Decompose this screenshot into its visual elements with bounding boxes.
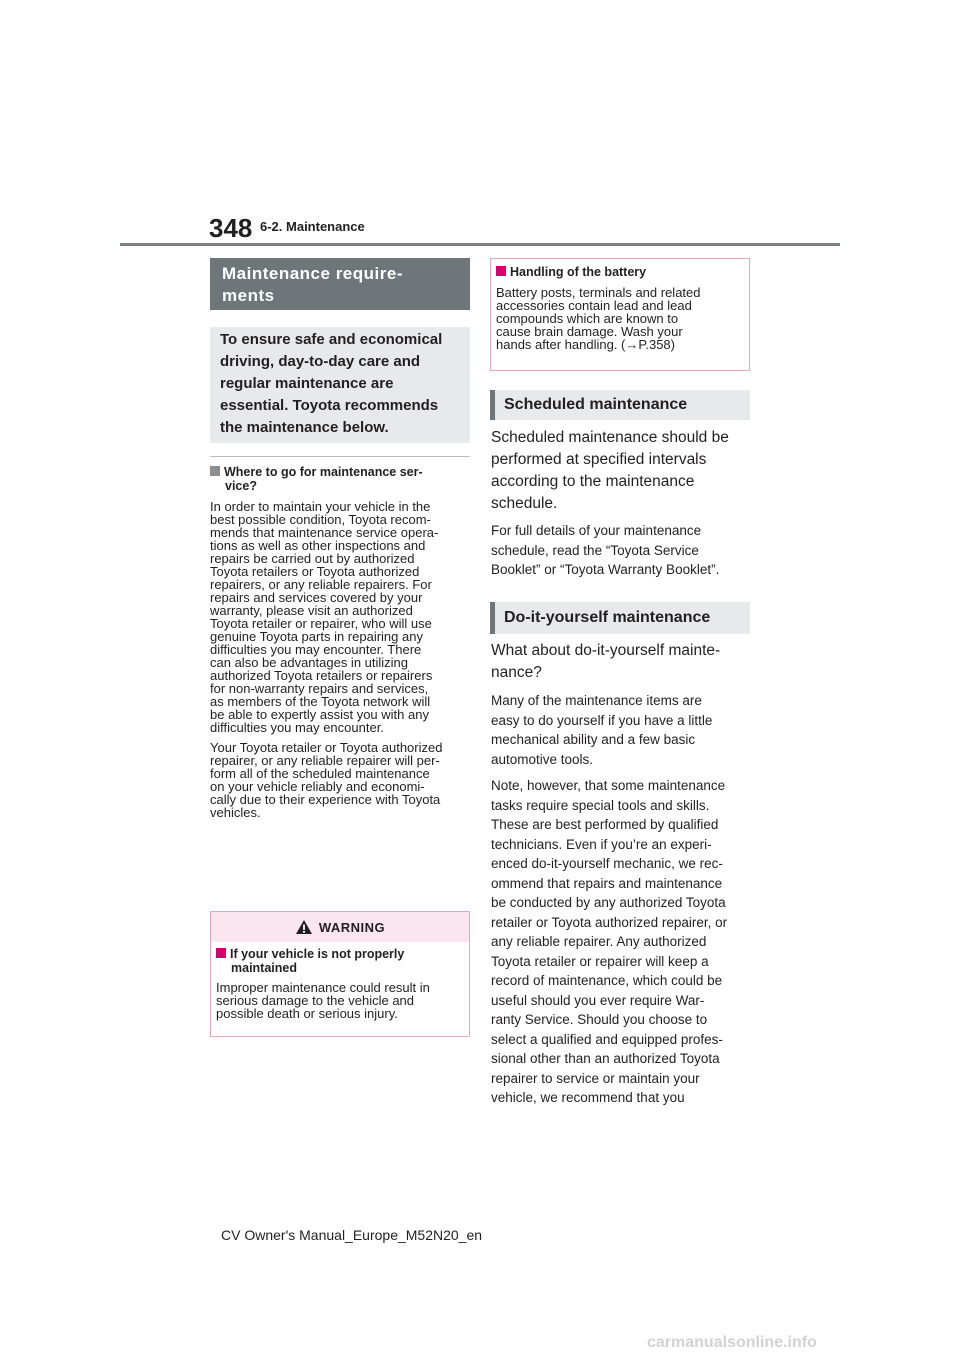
text-line: tasks require special tools and skills. bbox=[491, 797, 710, 813]
text-line: be conducted by any authorized Toyota bbox=[491, 895, 726, 910]
warning-content bbox=[216, 947, 466, 1020]
scheduled-lead bbox=[491, 427, 751, 515]
scheduled-maintenance-heading: Scheduled maintenance bbox=[490, 390, 750, 420]
question-heading-line: vice? bbox=[225, 479, 257, 493]
text-line: compounds which are known to bbox=[496, 311, 679, 326]
square-bullet-icon bbox=[210, 466, 220, 476]
warning-label: WARNING bbox=[318, 919, 386, 935]
text-line: any reliable repairer. Any authorized bbox=[491, 934, 707, 949]
text-line: on your vehicle reliably and economi- bbox=[210, 779, 425, 794]
text-line: cally due to their experience with Toyota bbox=[210, 792, 441, 807]
text-line: can also be advantages in utilizing bbox=[210, 655, 409, 670]
text-line: Toyota retailer or repairer will keep a bbox=[491, 953, 709, 969]
text-line: vehicle, we recommend that you bbox=[491, 1090, 685, 1105]
text-line: ommend that repairs and maintenance bbox=[491, 875, 723, 891]
intro-box bbox=[210, 327, 470, 443]
text-line: difficulties you may encounter. There bbox=[210, 642, 422, 657]
divider bbox=[210, 456, 470, 457]
text-line: Scheduled maintenance should be bbox=[491, 429, 729, 446]
text-line: best possible condition, Toyota recom- bbox=[210, 512, 431, 527]
text-line: serious damage to the vehicle and bbox=[216, 993, 415, 1008]
header-rule bbox=[120, 243, 840, 246]
text-line: Toyota retailers or Toyota authorized bbox=[210, 564, 420, 579]
text-line: Booklet” or “Toyota Warranty Booklet”. bbox=[491, 562, 720, 577]
battery-note-content bbox=[496, 265, 746, 351]
text-line: repairer to service or maintain your bbox=[491, 1070, 700, 1086]
chapter-title bbox=[210, 258, 470, 310]
text-line: retailer or Toyota authorized repairer, or bbox=[491, 914, 728, 930]
warning-header bbox=[211, 912, 469, 942]
battery-note-box bbox=[490, 258, 750, 371]
text-line: possible death or serious injury. bbox=[216, 1006, 398, 1021]
paragraph bbox=[210, 741, 470, 819]
text-line: Your Toyota retailer or Toyota authorized bbox=[210, 740, 443, 755]
text-line: In order to maintain your vehicle in the bbox=[210, 499, 431, 514]
text-line: genuine Toyota parts in repairing any bbox=[210, 629, 423, 644]
text-line: enced do-it-yourself mechanic, we rec- bbox=[491, 856, 723, 871]
text-line: performed at specified intervals bbox=[491, 451, 707, 468]
text-line: tions as well as other inspections and bbox=[210, 538, 426, 553]
battery-text bbox=[496, 286, 746, 351]
warning-heading-line: maintained bbox=[231, 961, 297, 975]
text-line: Battery posts, terminals and related bbox=[496, 285, 701, 300]
intro-line: the maintenance below. bbox=[220, 419, 389, 436]
text-line: These are best performed by qualified bbox=[491, 817, 719, 832]
text-line: Toyota retailer or repairer, who will use bbox=[210, 616, 432, 631]
text-line: For full details of your maintenance bbox=[491, 523, 702, 538]
text-line: Improper maintenance could result in bbox=[216, 980, 430, 995]
text-line: hands after handling. (→P.358) bbox=[496, 337, 675, 352]
text-line: repairer, or any reliable repairer will per- bbox=[210, 753, 440, 768]
text-line: be able to expertly assist you with any bbox=[210, 707, 429, 722]
intro-line: driving, day-to-day care and bbox=[220, 353, 421, 370]
text-line: mechanical ability and a few basic bbox=[491, 732, 696, 747]
intro-line: To ensure safe and economical bbox=[220, 331, 443, 348]
text-line: warranty, please visit an authorized bbox=[210, 603, 413, 618]
scheduled-text bbox=[491, 521, 751, 580]
intro-line: essential. Toyota recommends bbox=[220, 397, 439, 414]
text-line: Note, however, that some maintenance bbox=[491, 778, 726, 793]
text-line: schedule. bbox=[491, 495, 558, 512]
warning-triangle-icon bbox=[295, 919, 313, 935]
text-line: automotive tools. bbox=[491, 751, 594, 767]
chapter-title-line: ments bbox=[222, 286, 275, 305]
question-heading-line: Where to go for maintenance ser- bbox=[224, 465, 423, 479]
warning-box bbox=[210, 911, 470, 1037]
text-line: mends that maintenance service opera- bbox=[210, 525, 439, 540]
text-line: accessories contain lead and lead bbox=[496, 298, 692, 313]
paragraph bbox=[210, 500, 470, 734]
text-line: ranty Service. Should you choose to bbox=[491, 1012, 708, 1027]
warning-heading bbox=[216, 947, 466, 975]
text-line: schedule, read the “Toyota Service bbox=[491, 542, 699, 558]
warning-heading-line: If your vehicle is not properly bbox=[230, 947, 405, 961]
text-line: Many of the maintenance items are bbox=[491, 693, 702, 708]
diy-lead bbox=[491, 640, 751, 684]
text-line: cause brain damage. Wash your bbox=[496, 324, 683, 339]
text-line: as members of the Toyota network will bbox=[210, 694, 431, 709]
text-line: according to the maintenance bbox=[491, 473, 695, 490]
question-heading bbox=[210, 465, 470, 493]
text-line: What about do-it-yourself mainte- bbox=[491, 642, 721, 659]
manual-footer: CV Owner's Manual_Europe_M52N20_en bbox=[221, 1227, 483, 1243]
text-line: nance? bbox=[491, 664, 542, 681]
text-line: record of maintenance, which could be bbox=[491, 973, 723, 988]
maintenance-where-section bbox=[210, 465, 470, 819]
square-bullet-icon bbox=[496, 266, 506, 276]
square-bullet-icon bbox=[216, 948, 226, 958]
text-line: difficulties you may encounter. bbox=[210, 720, 384, 735]
battery-heading bbox=[496, 265, 746, 279]
text-line: sional other than an authorized Toyota bbox=[491, 1051, 720, 1066]
watermark: carmanualsonline.info bbox=[647, 1334, 817, 1351]
diy-maintenance-heading: Do-it-yourself maintenance bbox=[490, 602, 750, 634]
intro-line: regular maintenance are bbox=[220, 375, 394, 392]
page-number: 348 bbox=[209, 213, 253, 243]
text-line: select a qualified and equipped profes- bbox=[491, 1031, 723, 1047]
text-line: repairs and services covered by your bbox=[210, 590, 423, 605]
text-line: useful should you ever require War- bbox=[491, 992, 705, 1008]
section-title: 6-2. Maintenance bbox=[260, 219, 365, 234]
text-line: easy to do yourself if you have a little bbox=[491, 712, 713, 728]
text-line: for non-warranty repairs and services, bbox=[210, 681, 429, 696]
chapter-title-line: Maintenance require- bbox=[222, 264, 403, 283]
text-line: repairers, or any reliable repairers. For bbox=[210, 577, 432, 592]
battery-heading-text: Handling of the battery bbox=[510, 265, 647, 279]
text-line: vehicles. bbox=[210, 805, 261, 820]
warning-text bbox=[216, 981, 466, 1020]
text-line: form all of the scheduled maintenance bbox=[210, 766, 430, 781]
text-line: technicians. Even if you’re an experi- bbox=[491, 836, 712, 852]
text-line: repairs be carried out by authorized bbox=[210, 551, 415, 566]
diy-text bbox=[491, 691, 756, 1108]
text-line: authorized Toyota retailers or repairers bbox=[210, 668, 433, 683]
